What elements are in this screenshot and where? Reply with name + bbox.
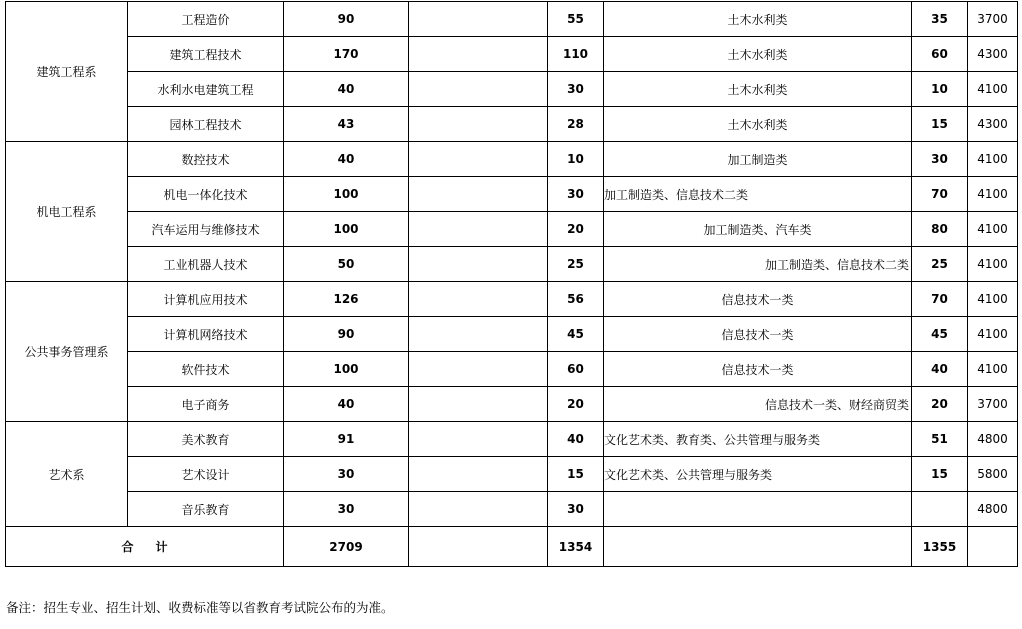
table-row bbox=[6, 2, 1018, 37]
fee-cell: 3700 bbox=[968, 2, 1018, 37]
category-cell: 加工制造类、汽车类 bbox=[604, 212, 912, 247]
major-cell: 汽车运用与维修技术 bbox=[128, 212, 284, 247]
category-cell: 信息技术一类 bbox=[604, 282, 912, 317]
table-row bbox=[6, 422, 1018, 457]
plan-cell: 90 bbox=[284, 2, 409, 37]
fee-cell: 4100 bbox=[968, 212, 1018, 247]
category-cell: 信息技术一类、财经商贸类 bbox=[604, 387, 912, 422]
table-row bbox=[6, 212, 1018, 247]
plan-cell: 91 bbox=[284, 422, 409, 457]
major-cell: 计算机应用技术 bbox=[128, 282, 284, 317]
empty-cell bbox=[409, 422, 548, 457]
empty-cell bbox=[409, 247, 548, 282]
plan-cell: 100 bbox=[284, 177, 409, 212]
fee-cell: 5800 bbox=[968, 457, 1018, 492]
department-cell: 公共事务管理系 bbox=[6, 282, 128, 422]
footnote: 备注：招生专业、招生计划、收费标准等以省教育考试院公布的为准。 bbox=[6, 600, 394, 615]
plan-cell: 170 bbox=[284, 37, 409, 72]
sub-plan-cell: 40 bbox=[548, 422, 604, 457]
empty-cell bbox=[409, 492, 548, 527]
sub-plan-cell: 30 bbox=[548, 492, 604, 527]
sub-plan-cell: 45 bbox=[548, 317, 604, 352]
empty-cell bbox=[409, 142, 548, 177]
category-cell: 加工制造类、信息技术二类 bbox=[604, 247, 912, 282]
empty-cell bbox=[409, 107, 548, 142]
department-cell: 建筑工程系 bbox=[6, 2, 128, 142]
table-row bbox=[6, 37, 1018, 72]
major-cell: 机电一体化技术 bbox=[128, 177, 284, 212]
major-cell: 软件技术 bbox=[128, 352, 284, 387]
empty-cell bbox=[409, 177, 548, 212]
empty-cell bbox=[409, 72, 548, 107]
category-plan-cell: 20 bbox=[912, 387, 968, 422]
fee-cell: 4100 bbox=[968, 142, 1018, 177]
fee-cell: 4100 bbox=[968, 247, 1018, 282]
table-row bbox=[6, 282, 1018, 317]
sub-plan-cell: 55 bbox=[548, 2, 604, 37]
total-row bbox=[6, 527, 1018, 567]
table-row bbox=[6, 177, 1018, 212]
sub-plan-cell: 56 bbox=[548, 282, 604, 317]
major-cell: 艺术设计 bbox=[128, 457, 284, 492]
category-plan-cell: 15 bbox=[912, 107, 968, 142]
category-cell: 信息技术一类 bbox=[604, 317, 912, 352]
category-plan-cell: 35 bbox=[912, 2, 968, 37]
total-label-b: 计 bbox=[155, 540, 168, 554]
sub-plan-cell: 60 bbox=[548, 352, 604, 387]
sub-plan-cell: 20 bbox=[548, 212, 604, 247]
total-label-cell bbox=[6, 527, 284, 567]
category-cell: 文化艺术类、公共管理与服务类 bbox=[604, 457, 912, 492]
total-sub-plan-cell: 1354 bbox=[548, 527, 604, 567]
empty-cell bbox=[409, 352, 548, 387]
category-cell: 土木水利类 bbox=[604, 72, 912, 107]
sub-plan-cell: 25 bbox=[548, 247, 604, 282]
empty-cell bbox=[409, 212, 548, 247]
sub-plan-cell: 30 bbox=[548, 72, 604, 107]
empty-cell bbox=[409, 2, 548, 37]
plan-cell: 40 bbox=[284, 387, 409, 422]
plan-cell: 40 bbox=[284, 142, 409, 177]
category-plan-cell: 30 bbox=[912, 142, 968, 177]
major-cell: 数控技术 bbox=[128, 142, 284, 177]
fee-cell: 4100 bbox=[968, 72, 1018, 107]
fee-cell: 4800 bbox=[968, 492, 1018, 527]
major-cell: 音乐教育 bbox=[128, 492, 284, 527]
enrollment-plan-table bbox=[5, 1, 1018, 567]
table-row bbox=[6, 492, 1018, 527]
major-cell: 工程造价 bbox=[128, 2, 284, 37]
empty-cell bbox=[409, 387, 548, 422]
empty-cell bbox=[409, 457, 548, 492]
category-plan-cell: 60 bbox=[912, 37, 968, 72]
empty-cell bbox=[409, 282, 548, 317]
fee-cell: 4300 bbox=[968, 37, 1018, 72]
total-label-a: 合 bbox=[121, 540, 134, 554]
sub-plan-cell: 28 bbox=[548, 107, 604, 142]
major-cell: 园林工程技术 bbox=[128, 107, 284, 142]
empty-cell bbox=[968, 527, 1018, 567]
category-plan-cell: 80 bbox=[912, 212, 968, 247]
category-plan-cell bbox=[912, 492, 968, 527]
category-cell: 土木水利类 bbox=[604, 37, 912, 72]
plan-cell: 100 bbox=[284, 352, 409, 387]
table-row bbox=[6, 352, 1018, 387]
total-plan-cell: 2709 bbox=[284, 527, 409, 567]
plan-cell: 100 bbox=[284, 212, 409, 247]
plan-cell: 40 bbox=[284, 72, 409, 107]
sub-plan-cell: 10 bbox=[548, 142, 604, 177]
empty-cell bbox=[409, 37, 548, 72]
empty-cell bbox=[409, 317, 548, 352]
table-body bbox=[6, 2, 1018, 567]
plan-cell: 90 bbox=[284, 317, 409, 352]
category-cell: 加工制造类、信息技术二类 bbox=[604, 177, 912, 212]
fee-cell: 3700 bbox=[968, 387, 1018, 422]
category-plan-cell: 25 bbox=[912, 247, 968, 282]
fee-cell: 4800 bbox=[968, 422, 1018, 457]
sub-plan-cell: 20 bbox=[548, 387, 604, 422]
sub-plan-cell: 15 bbox=[548, 457, 604, 492]
plan-cell: 43 bbox=[284, 107, 409, 142]
fee-cell: 4100 bbox=[968, 352, 1018, 387]
category-cell bbox=[604, 492, 912, 527]
category-plan-cell: 15 bbox=[912, 457, 968, 492]
category-plan-cell: 45 bbox=[912, 317, 968, 352]
plan-cell: 50 bbox=[284, 247, 409, 282]
total-category-plan-cell: 1355 bbox=[912, 527, 968, 567]
sub-plan-cell: 30 bbox=[548, 177, 604, 212]
category-plan-cell: 51 bbox=[912, 422, 968, 457]
fee-cell: 4300 bbox=[968, 107, 1018, 142]
category-cell: 土木水利类 bbox=[604, 2, 912, 37]
major-cell: 电子商务 bbox=[128, 387, 284, 422]
table-row bbox=[6, 107, 1018, 142]
category-cell: 加工制造类 bbox=[604, 142, 912, 177]
major-cell: 计算机网络技术 bbox=[128, 317, 284, 352]
category-cell: 土木水利类 bbox=[604, 107, 912, 142]
category-plan-cell: 40 bbox=[912, 352, 968, 387]
major-cell: 建筑工程技术 bbox=[128, 37, 284, 72]
major-cell: 美术教育 bbox=[128, 422, 284, 457]
table-row bbox=[6, 317, 1018, 352]
category-cell: 文化艺术类、教育类、公共管理与服务类 bbox=[604, 422, 912, 457]
table-row bbox=[6, 142, 1018, 177]
sub-plan-cell: 110 bbox=[548, 37, 604, 72]
department-cell: 机电工程系 bbox=[6, 142, 128, 282]
empty-cell bbox=[409, 527, 548, 567]
plan-cell: 126 bbox=[284, 282, 409, 317]
category-plan-cell: 10 bbox=[912, 72, 968, 107]
fee-cell: 4100 bbox=[968, 177, 1018, 212]
major-cell: 工业机器人技术 bbox=[128, 247, 284, 282]
plan-cell: 30 bbox=[284, 492, 409, 527]
category-plan-cell: 70 bbox=[912, 282, 968, 317]
department-cell: 艺术系 bbox=[6, 422, 128, 527]
table-row bbox=[6, 387, 1018, 422]
table-row bbox=[6, 72, 1018, 107]
empty-cell bbox=[604, 527, 912, 567]
major-cell: 水利水电建筑工程 bbox=[128, 72, 284, 107]
table-row bbox=[6, 247, 1018, 282]
fee-cell: 4100 bbox=[968, 317, 1018, 352]
fee-cell: 4100 bbox=[968, 282, 1018, 317]
table-row bbox=[6, 457, 1018, 492]
plan-cell: 30 bbox=[284, 457, 409, 492]
category-cell: 信息技术一类 bbox=[604, 352, 912, 387]
category-plan-cell: 70 bbox=[912, 177, 968, 212]
